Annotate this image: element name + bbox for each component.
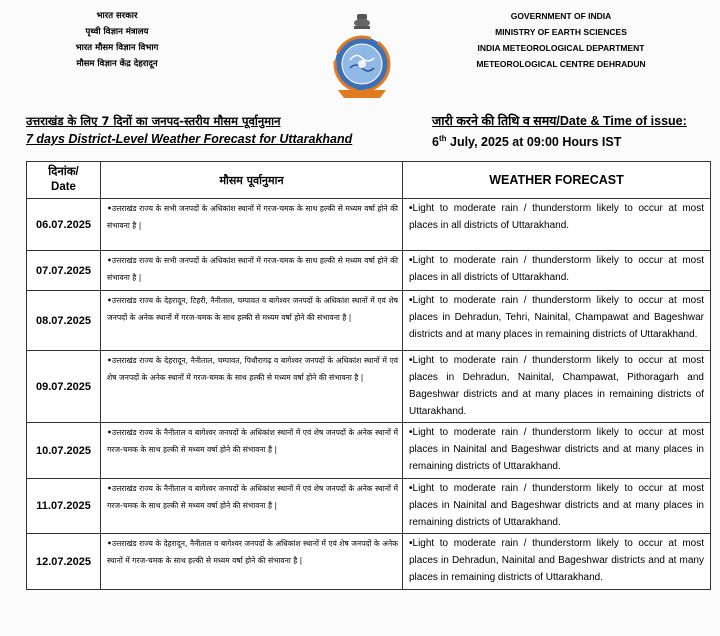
bullet-icon: • xyxy=(107,356,112,365)
header-hindi xyxy=(52,8,182,72)
row-hindi-forecast xyxy=(101,199,403,251)
bullet-icon: • xyxy=(409,295,413,306)
row-english-forecast xyxy=(403,199,711,251)
header-english-line: GOVERNMENT OF INDIA xyxy=(510,11,612,21)
row-hindi-forecast xyxy=(101,291,403,351)
row-english-forecast xyxy=(403,479,711,534)
row-english-forecast xyxy=(403,351,711,423)
header-english-line: INDIA METEOROLOGICAL DEPARTMENT xyxy=(477,43,645,53)
table-row xyxy=(27,423,711,479)
forecast-table xyxy=(26,161,711,590)
column-header-weather-forecast: WEATHER FORECAST xyxy=(403,162,711,199)
table-row xyxy=(27,291,711,351)
table-row xyxy=(27,351,711,423)
issue-datetime xyxy=(432,130,712,151)
header-hindi-line: भारत सरकार xyxy=(96,11,138,21)
row-date: 10.07.2025 xyxy=(27,423,101,479)
row-hindi-text: उत्तराखंड राज्य के देहरादून, नैनीताल, चम्पावत, पिथौरागढ़ व बागेश्वर जनपदों के अधिकांश स्थानों में एवं शेष जनपदों के अनेक स्थानों में गरज-चमक के साथ हल्की से मध्यम वर्षा होने की संभावना है | xyxy=(107,356,398,382)
bullet-icon: • xyxy=(107,204,112,213)
header-english xyxy=(456,8,666,72)
row-hindi-forecast xyxy=(101,534,403,590)
header-hindi-line: पृथ्वी विज्ञान मंत्रालय xyxy=(85,27,149,37)
row-english-text: Light to moderate rain / thunderstorm likely to occur at most places in Nainital and Bageshwar districts and at many places in remaining districts of Uttarakhand. xyxy=(409,427,704,472)
row-english-text: Light to moderate rain / thunderstorm likely to occur at most places in Dehradun, Nainital, Champawat, Pithoragarh and Bageshwar districts and at many places in remaining districts of Uttarakhand. xyxy=(409,355,704,417)
forecast-title-hindi: उत्तराखंड के लिए 7 दिनों का जनपद-स्तरीय मौसम पूर्वानुमान xyxy=(26,114,281,128)
row-hindi-text: उत्तराखंड राज्य के नैनीताल व बागेश्वर जनपदों के अधिकांश स्थानों में एवं शेष जनपदों के अनेक स्थानों में गरज-चमक के साथ हल्की से मध्यम वर्षा होने की संभावना है | xyxy=(107,484,398,510)
table-row xyxy=(27,251,711,291)
bullet-icon: • xyxy=(409,538,413,549)
row-english-forecast xyxy=(403,423,711,479)
row-english-text: Light to moderate rain / thunderstorm likely to occur at most places in Nainital and Bageshwar districts and at many places in remaining districts of Uttarakhand. xyxy=(409,483,704,528)
column-header-hindi-forecast: मौसम पूर्वानुमान xyxy=(101,162,403,199)
row-date: 07.07.2025 xyxy=(27,251,101,291)
bullet-icon: • xyxy=(107,256,112,265)
bullet-icon: • xyxy=(107,428,112,437)
row-hindi-text: उत्तराखंड राज्य के सभी जनपदों के अधिकांश स्थानों में गरज-चमक के साथ हल्की से मध्यम वर्षा होने की संभावना है | xyxy=(107,256,398,282)
bullet-icon: • xyxy=(409,355,413,366)
bullet-icon: • xyxy=(107,539,112,548)
column-header-date-hindi: दिनांक/ xyxy=(48,166,79,178)
row-date: 11.07.2025 xyxy=(27,479,101,534)
bullet-icon: • xyxy=(409,203,413,214)
issue-day-suffix: th xyxy=(438,134,447,143)
row-english-forecast xyxy=(403,534,711,590)
row-english-text: Light to moderate rain / thunderstorm likely to occur at most places in all districts of Uttarakhand. xyxy=(409,203,704,231)
table-row xyxy=(27,199,711,251)
bullet-icon: • xyxy=(409,427,413,438)
row-hindi-forecast xyxy=(101,423,403,479)
column-header-date xyxy=(27,162,101,199)
row-date: 09.07.2025 xyxy=(27,351,101,423)
forecast-title xyxy=(26,112,366,148)
issue-label: जारी करने की तिथि व समय/Date & Time of issue: xyxy=(432,114,687,128)
issue-info xyxy=(432,112,712,151)
row-date: 08.07.2025 xyxy=(27,291,101,351)
row-hindi-text: उत्तराखंड राज्य के सभी जनपदों के अधिकांश स्थानों में गरज-चमक के साथ हल्की से मध्यम वर्षा होने की संभावना है | xyxy=(107,204,398,230)
table-row xyxy=(27,479,711,534)
row-date: 12.07.2025 xyxy=(27,534,101,590)
row-date: 06.07.2025 xyxy=(27,199,101,251)
row-english-text: Light to moderate rain / thunderstorm likely to occur at most places in all districts of Uttarakhand. xyxy=(409,255,704,283)
row-hindi-text: उत्तराखंड राज्य के देहरादून, टिहरी, नैनीताल, चम्पावत व बागेश्वर जनपदों के अधिकांश स्थानों में एवं शेष जनपदों के अनेक स्थानों में गरज-चमक के साथ हल्की से मध्यम वर्षा होने की संभावना है | xyxy=(107,296,398,322)
table-row xyxy=(27,534,711,590)
header-hindi-line: भारत मौसम विज्ञान विभाग xyxy=(75,43,159,53)
row-hindi-forecast xyxy=(101,479,403,534)
header-english-line: METEOROLOGICAL CENTRE DEHRADUN xyxy=(476,59,646,69)
imd-emblem-logo xyxy=(330,12,394,104)
row-hindi-forecast xyxy=(101,351,403,423)
row-english-forecast xyxy=(403,251,711,291)
issue-rest: July, 2025 at 09:00 Hours IST xyxy=(446,135,622,150)
row-hindi-forecast xyxy=(101,251,403,291)
column-header-date-english: Date xyxy=(51,181,76,193)
row-english-text: Light to moderate rain / thunderstorm likely to occur at most places in Dehradun, Nainital and Bageshwar districts and at many places in remaining districts of Uttarakhand. xyxy=(409,538,704,583)
table-header-row xyxy=(27,162,711,199)
row-hindi-text: उत्तराखंड राज्य के देहरादून, नैनीताल व बागेश्वर जनपदों के अधिकांश स्थानों में एवं शेष जनपदों के अनेक स्थानों में गरज-चमक के साथ हल्की से मध्यम वर्षा होने की संभावना है | xyxy=(107,539,398,565)
row-hindi-text: उत्तराखंड राज्य के नैनीताल व बागेश्वर जनपदों के अधिकांश स्थानों में एवं शेष जनपदों के अनेक स्थानों में गरज-चमक के साथ हल्की से मध्यम वर्षा होने की संभावना है | xyxy=(107,428,398,454)
header-english-line: MINISTRY OF EARTH SCIENCES xyxy=(495,27,627,37)
row-english-text: Light to moderate rain / thunderstorm likely to occur at most places in Dehradun, Tehri, Nainital, Champawat and Bageshwar districts and at many places in remaining districts of Uttarakhand. xyxy=(409,295,704,340)
bullet-icon: • xyxy=(409,483,413,494)
forecast-title-english: 7 days District-Level Weather Forecast for Uttarakhand xyxy=(26,132,353,146)
bullet-icon: • xyxy=(107,484,112,493)
row-english-forecast xyxy=(403,291,711,351)
bullet-icon: • xyxy=(409,255,413,266)
bullet-icon: • xyxy=(107,296,112,305)
header-hindi-line: मौसम विज्ञान केंद्र देहरादून xyxy=(76,59,158,69)
issue-day: 6 xyxy=(432,135,439,150)
